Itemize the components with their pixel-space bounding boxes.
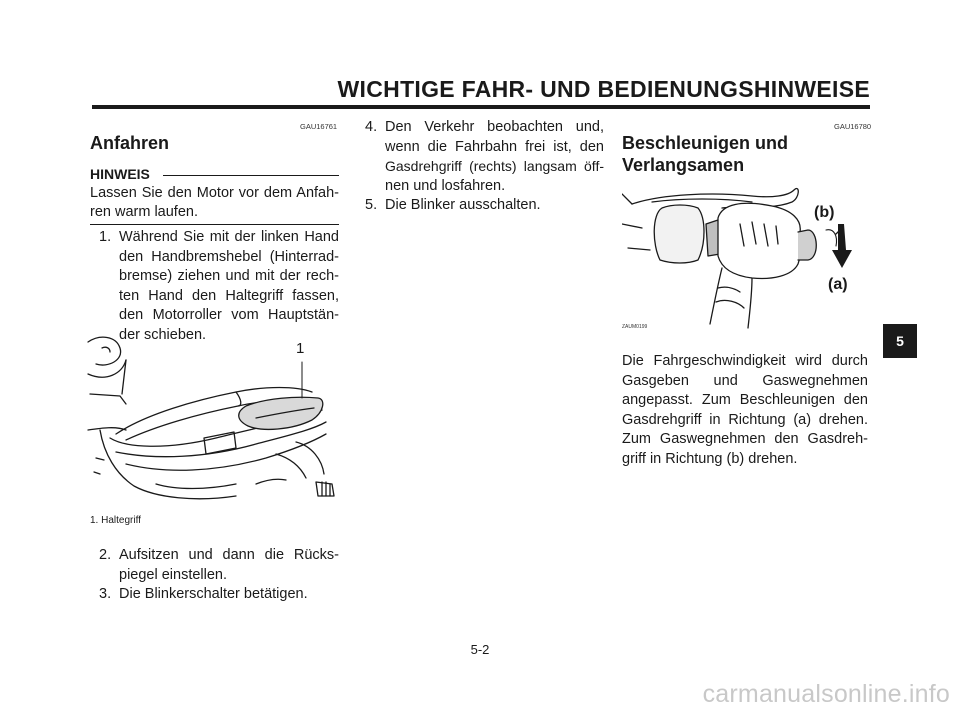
figure-caption: 1. Haltegriff bbox=[90, 515, 141, 526]
watermark: carmanualsonline.info bbox=[702, 680, 950, 708]
note-rule-top bbox=[163, 175, 339, 176]
section-heading-line-2: Verlangsamen bbox=[622, 155, 745, 175]
section-code: GAU16761 bbox=[300, 122, 338, 131]
list-item-line: Die Blinker ausschalten. bbox=[385, 197, 541, 213]
paragraph-line-1: Die Fahrgeschwindigkeit wird durch bbox=[622, 353, 868, 369]
list-item-line: ten Hand den Haltegriff fassen, bbox=[119, 287, 339, 304]
list-item-line: piegel einstellen. bbox=[119, 566, 228, 583]
paragraph-line-3: angepasst. Zum Beschleunigen den bbox=[622, 392, 868, 408]
note-rule-bottom bbox=[90, 224, 339, 225]
section-title: WICHTIGE FAHR- UND BEDIENUNGSHINWEISE bbox=[337, 76, 870, 102]
note-line-1: Lassen Sie den Motor vor dem Anfah- bbox=[90, 185, 339, 201]
list-item-number: 5. bbox=[365, 197, 378, 213]
list-item-number: 3. bbox=[99, 586, 112, 602]
section-heading-anfahren: Anfahren bbox=[90, 133, 170, 153]
figure-callout-1: 1 bbox=[296, 340, 305, 357]
list-item-line: Den Verkehr beobachten und, bbox=[385, 119, 604, 135]
list-item-line: den Handbremshebel (Hinterrad- bbox=[119, 248, 339, 265]
page-number: 5-2 bbox=[470, 642, 490, 657]
list-item-number: 4. bbox=[365, 119, 378, 135]
paragraph-line-4: Gasdrehgriff in Richtung (a) drehen. bbox=[622, 411, 868, 428]
figure-label-a: (a) bbox=[828, 276, 848, 293]
chapter-tab[interactable]: 5 bbox=[883, 324, 917, 358]
note-label: HINWEIS bbox=[90, 166, 150, 182]
list-item-line: den Motorroller vom Hauptstän- bbox=[119, 307, 339, 323]
list-item-line: Gasdrehgriff (rechts) langsam öff- bbox=[385, 158, 604, 174]
list-item-line: Die Blinkerschalter betätigen. bbox=[119, 586, 308, 602]
figure-code: ZAUM0199 bbox=[622, 324, 648, 330]
list-item-line: nen und losfahren. bbox=[385, 177, 506, 194]
header-rule bbox=[92, 105, 870, 109]
section-heading-line-1: Beschleunigen und bbox=[622, 133, 789, 153]
paragraph-line-5: Zum Gaswegnehmen den Gasdreh- bbox=[622, 431, 868, 447]
scooter-seat-illustration bbox=[86, 334, 340, 504]
list-item-line: der schieben. bbox=[119, 326, 207, 343]
list-item-number: 1. bbox=[99, 229, 112, 245]
section-code: GAU16780 bbox=[834, 122, 872, 131]
list-item-line: Während Sie mit der linken Hand bbox=[119, 229, 339, 245]
list-item-line: bremse) ziehen und mit der rech- bbox=[119, 268, 339, 284]
list-item-line: Aufsitzen und dann die Rücks- bbox=[119, 547, 339, 563]
figure-label-b: (b) bbox=[814, 204, 835, 221]
list-item-line: wenn die Fahrbahn frei ist, den bbox=[385, 138, 604, 155]
note-line-2: ren warm laufen. bbox=[90, 204, 198, 220]
list-item-number: 2. bbox=[99, 547, 112, 563]
paragraph-line-2: Gasgeben und Gaswegnehmen bbox=[622, 372, 868, 389]
paragraph-line-6: griff in Richtung (b) drehen. bbox=[622, 450, 798, 467]
